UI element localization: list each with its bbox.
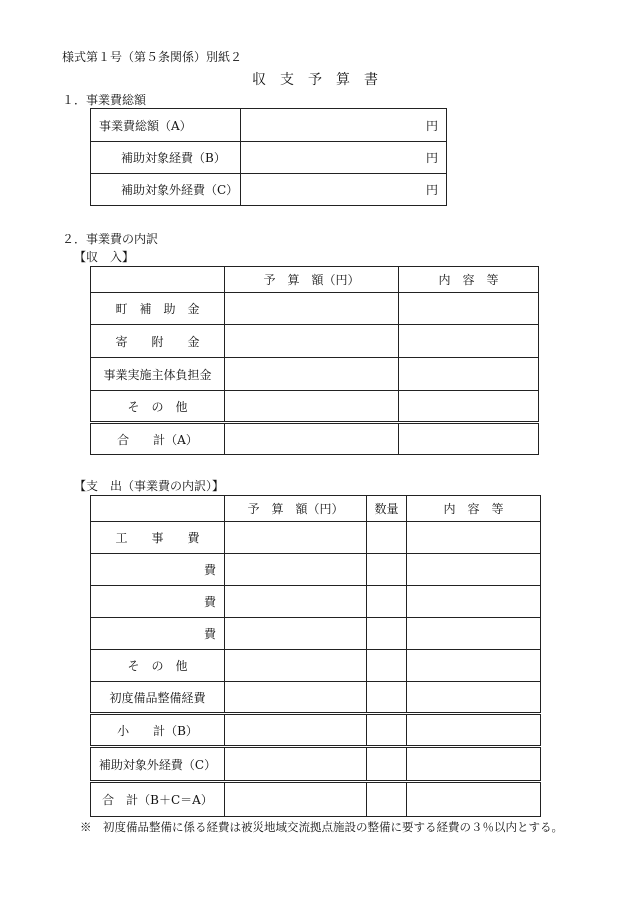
content-cell: [407, 586, 541, 618]
amount-cell: [225, 586, 367, 618]
content-cell: [407, 554, 541, 586]
table-subtotal-row: [91, 714, 541, 747]
expense-heading: 【支 出（事業費の内訳）】: [74, 479, 225, 493]
amount-cell: [225, 682, 367, 714]
income-table: [90, 266, 539, 455]
quantity-cell: [367, 714, 407, 747]
row-label: そ の 他: [91, 391, 225, 423]
content-cell: [407, 618, 541, 650]
table-row: [91, 650, 541, 682]
column-header: 予 算 額（円）: [225, 267, 399, 293]
table-header-row: [91, 267, 539, 293]
column-header: 数量: [367, 496, 407, 522]
section2-heading: ２．事業費の内訳: [62, 232, 159, 246]
table-row: [91, 618, 541, 650]
amount-cell: [225, 618, 367, 650]
content-cell: [399, 293, 539, 325]
table-total-row: [91, 423, 539, 455]
table-row: [91, 293, 539, 325]
content-cell: [399, 358, 539, 391]
table-row: [91, 554, 541, 586]
row-label: 補助対象外経費（C）: [91, 747, 225, 782]
content-cell: [407, 650, 541, 682]
column-header: 内 容 等: [399, 267, 539, 293]
amount-cell: [225, 747, 367, 782]
row-label: 費: [91, 586, 225, 618]
row-label: 工 事 費: [91, 522, 225, 554]
row-label: 補助対象経費（B）: [91, 142, 241, 174]
row-label: 寄 附 金: [91, 325, 225, 358]
content-cell: [399, 325, 539, 358]
amount-cell: [225, 293, 399, 325]
table-row: [91, 682, 541, 714]
quantity-cell: [367, 747, 407, 782]
table-row: [91, 391, 539, 423]
amount-cell: [225, 325, 399, 358]
quantity-cell: [367, 586, 407, 618]
row-label: 補助対象外経費（C）: [91, 174, 241, 206]
row-label: 費: [91, 554, 225, 586]
table-header-row: [91, 496, 541, 522]
content-cell: [399, 391, 539, 423]
amount-cell: [225, 782, 367, 817]
quantity-cell: [367, 650, 407, 682]
content-cell: [399, 423, 539, 455]
content-cell: [407, 782, 541, 817]
section1-heading: １．事業費総額: [62, 93, 147, 107]
content-cell: [407, 714, 541, 747]
column-header: 予 算 額（円）: [225, 496, 367, 522]
quantity-cell: [367, 618, 407, 650]
table-row: [91, 174, 447, 206]
content-cell: [407, 522, 541, 554]
table-row: [91, 142, 447, 174]
expense-table: [90, 495, 541, 817]
amount-cell: [225, 650, 367, 682]
row-label: 合 計（A）: [91, 423, 225, 455]
amount-cell: 円: [241, 109, 447, 142]
table-row: [91, 358, 539, 391]
quantity-cell: [367, 554, 407, 586]
row-label: 合 計（B＋C＝A）: [91, 782, 225, 817]
footnote: ※ 初度備品整備に係る経費は被災地域交流拠点施設の整備に要する経費の３％以内とする。: [80, 820, 563, 834]
table-row: [91, 747, 541, 782]
table-row: [91, 522, 541, 554]
amount-cell: [225, 423, 399, 455]
amount-cell: [225, 358, 399, 391]
table-total-row: [91, 782, 541, 817]
column-header: [91, 496, 225, 522]
row-label: 小 計（B）: [91, 714, 225, 747]
amount-cell: 円: [241, 142, 447, 174]
column-header: 内 容 等: [407, 496, 541, 522]
row-label: 事業費総額（A）: [91, 109, 241, 142]
content-cell: [407, 682, 541, 714]
row-label: 町 補 助 金: [91, 293, 225, 325]
income-heading: 【収 入】: [74, 250, 135, 264]
table-row: [91, 109, 447, 142]
page-title: 収 支 予 算 書: [252, 72, 378, 88]
amount-cell: [225, 554, 367, 586]
row-label: 事業実施主体負担金: [91, 358, 225, 391]
row-label: そ の 他: [91, 650, 225, 682]
amount-cell: 円: [241, 174, 447, 206]
content-cell: [407, 747, 541, 782]
amount-cell: [225, 714, 367, 747]
quantity-cell: [367, 522, 407, 554]
form-reference: 様式第１号（第５条関係）別紙２: [62, 50, 243, 64]
amount-cell: [225, 391, 399, 423]
table-row: [91, 586, 541, 618]
amount-cell: [225, 522, 367, 554]
row-label: 費: [91, 618, 225, 650]
column-header: [91, 267, 225, 293]
quantity-cell: [367, 682, 407, 714]
total-cost-table: [90, 108, 447, 206]
quantity-cell: [367, 782, 407, 817]
row-label: 初度備品整備経費: [91, 682, 225, 714]
table-row: [91, 325, 539, 358]
